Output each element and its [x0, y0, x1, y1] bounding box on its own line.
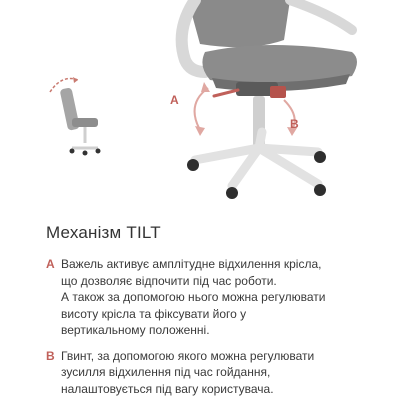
- feature-description: [61, 256, 326, 339]
- arrow-a-icon: [195, 88, 208, 130]
- feature-line: вертикальному положенні.: [61, 323, 210, 337]
- section-title: Механізм TILT: [46, 223, 161, 242]
- diagram-label-b: B: [290, 117, 299, 131]
- main-chair: [182, 0, 357, 199]
- feature-line: зусилля відхилення під час гойдання,: [61, 365, 271, 379]
- feature-line: висоту крісла та фіксувати його у: [61, 306, 247, 321]
- feature-item-b: [46, 348, 386, 398]
- diagram-label-a: A: [170, 93, 179, 107]
- feature-item-a: [46, 256, 386, 339]
- feature-line: А також за допомогою нього можна регулювати: [61, 290, 326, 304]
- feature-description: [61, 348, 314, 398]
- feature-list: [46, 256, 386, 406]
- feature-line: налаштовується під вагу користувача.: [61, 381, 274, 396]
- feature-line: Гвинт, за допомогою якого можна регулювати: [61, 348, 315, 363]
- feature-line: Важель активує амплітудне відхилення крісла,: [61, 257, 322, 271]
- feature-marker: A: [46, 257, 55, 271]
- feature-marker: B: [46, 348, 55, 363]
- thumbnail-chair: [50, 77, 101, 156]
- feature-line: що дозволяє відпочити під час роботи.: [61, 273, 277, 288]
